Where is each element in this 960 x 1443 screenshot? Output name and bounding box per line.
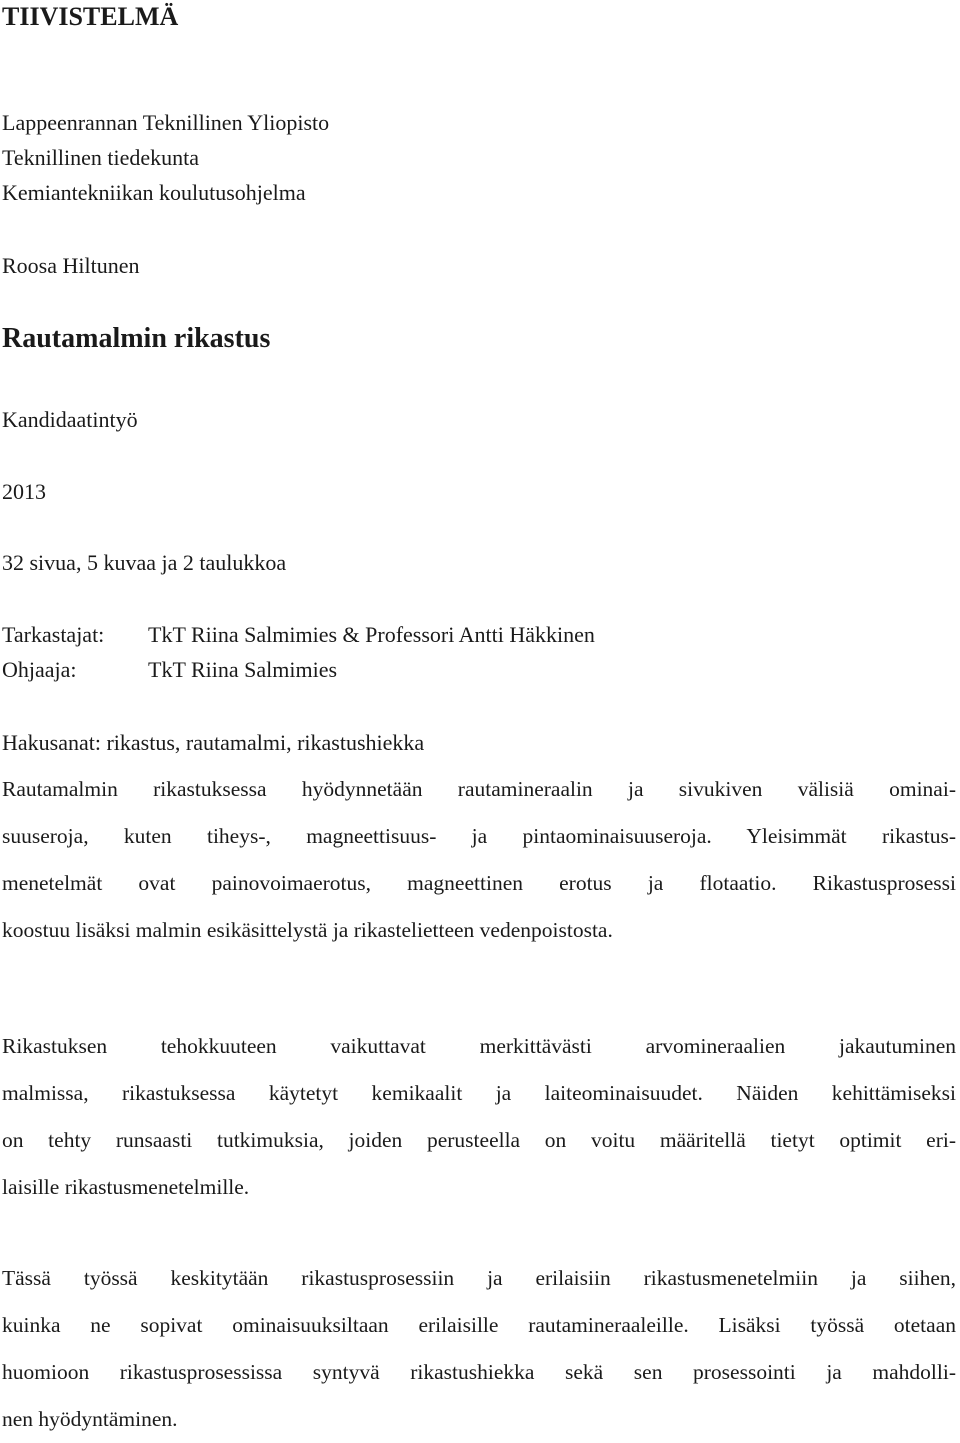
author-name: Roosa Hiltunen (2, 253, 140, 278)
abstract-paragraph-2 (2, 1023, 956, 1211)
institution-line-programme: Kemiantekniikan koulutusohjelma (2, 180, 306, 205)
thesis-year: 2013 (2, 479, 46, 504)
paragraph-1-line: Rautamalmin rikastuksessa hyödynnetään rautamineraalin ja sivukiven välisiä ominai- (2, 777, 956, 801)
paragraph-3-line: nen hyödyntäminen. (2, 1407, 178, 1431)
paragraph-2-line: Rikastuksen tehokkuuteen vaikuttavat merkittävästi arvomineraalien jakautuminen (2, 1034, 956, 1058)
institution-line-university: Lappeenrannan Teknillinen Yliopisto (2, 110, 330, 135)
paragraph-3-line: huomioon rikastusprosessissa syntyvä rikastushiekka sekä sen prosessointi ja mahdolli- (2, 1360, 956, 1384)
thesis-type: Kandidaatintyö (2, 407, 138, 432)
abstract-paragraph-3 (2, 1255, 956, 1443)
supervisor-value: TkT Riina Salmimies (148, 657, 338, 682)
paragraph-3-line: Tässä työssä keskitytään rikastusprosessiin ja erilaisiin rikastusmenetelmiin ja siihen, (2, 1266, 956, 1290)
institution-line-faculty: Teknillinen tiedekunta (2, 145, 200, 170)
examiners-label: Tarkastajat: (2, 622, 105, 647)
paragraph-3-line: kuinka ne sopivat ominaisuuksiltaan erilaisille rautamineraaleille. Lisäksi työssä otetaan (2, 1313, 956, 1337)
keywords: Hakusanat: rikastus, rautamalmi, rikastushiekka (2, 730, 425, 755)
paragraph-2-line: malmissa, rikastuksessa käytetyt kemikaalit ja laiteominaisuudet. Näiden kehittämiseksi (2, 1081, 956, 1105)
examiners-value: TkT Riina Salmimies & Professori Antti Häkkinen (148, 622, 595, 647)
examiners-row (2, 622, 595, 648)
page-heading: TIIVISTELMÄ (2, 2, 179, 31)
paragraph-1-line: koostuu lisäksi malmin esikäsittelystä ja rikastelietteen vedenpoistosta. (2, 918, 613, 942)
thesis-title: Rautamalmin rikastus (2, 323, 271, 354)
supervisor-label: Ohjaaja: (2, 657, 77, 682)
abstract-paragraph-1 (2, 766, 956, 954)
paragraph-1-line: suuseroja, kuten tiheys-, magneettisuus- ja pintaominaisuuseroja. Yleisimmät rikastus- (2, 824, 956, 848)
paragraph-1-line: menetelmät ovat painovoimaerotus, magneettinen erotus ja flotaatio. Rikastusprosessi (2, 871, 956, 895)
pages-info: 32 sivua, 5 kuvaa ja 2 taulukkoa (2, 550, 287, 575)
paragraph-2-line: laisille rikastusmenetelmille. (2, 1175, 250, 1199)
paragraph-2-line: on tehty runsaasti tutkimuksia, joiden perusteella on voitu määritellä tietyt optimit eri- (2, 1128, 956, 1152)
supervisor-row (2, 657, 337, 683)
